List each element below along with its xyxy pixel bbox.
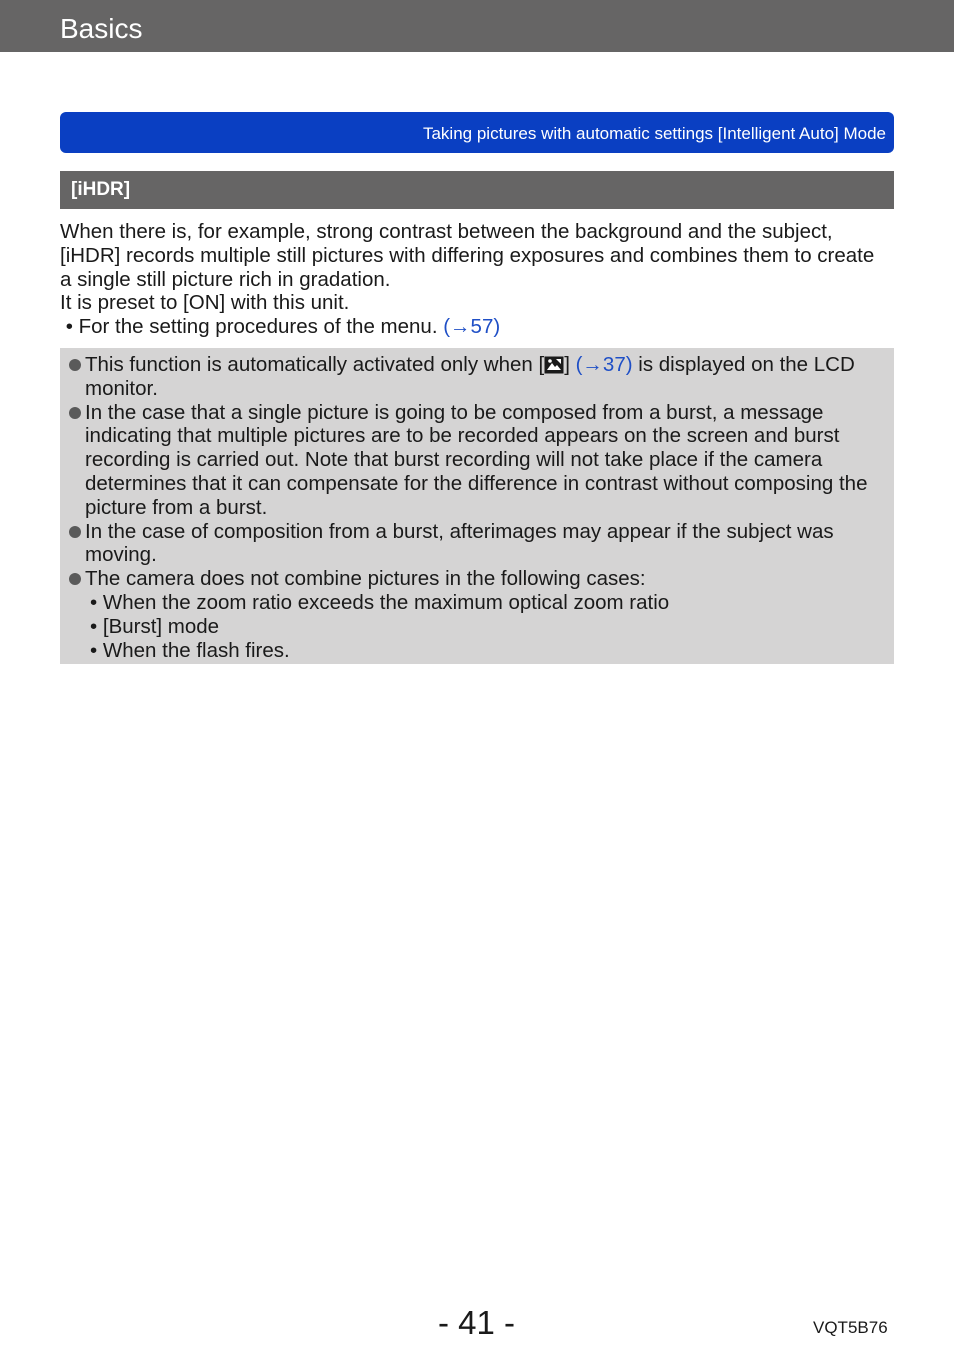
model-code: VQT5B76 [813, 1318, 888, 1337]
bullet-icon [69, 407, 81, 419]
bullet-icon [69, 359, 81, 371]
header-title: Basics [60, 13, 143, 44]
note-item [85, 567, 884, 591]
note-item [85, 401, 884, 520]
bullet-icon [69, 573, 81, 585]
section-title: [iHDR] [71, 179, 131, 200]
menu-reference-text: • For the setting procedures of the menu. [60, 315, 444, 339]
chapter-bar-label: Taking pictures with automatic settings [Intelligent Auto] Mode [422, 124, 886, 143]
preset-line: It is preset to [ON] with this unit. [60, 291, 350, 315]
note-text: ] [564, 353, 576, 376]
chapter-bar [60, 112, 894, 153]
intro-paragraph: When there is, for example, strong contrast between the background and the subject, [iHDR] records multiple still pictures with differing exposures and combines them to create a single still picture rich in gradation. [60, 220, 875, 291]
section-heading [60, 171, 894, 209]
menu-reference-line [60, 315, 890, 339]
intro-text [60, 220, 890, 339]
page-number: - 41 - [438, 1304, 516, 1341]
notes-box [60, 348, 894, 664]
exception-list [85, 591, 884, 662]
page-header [0, 0, 954, 52]
scene-page-link[interactable]: (→37) [575, 353, 633, 376]
note-text: This function is automatically activated only when [ [85, 353, 545, 376]
note-text: The camera does not combine pictures in the following cases: [85, 567, 646, 591]
note-item [85, 520, 884, 568]
bullet-icon [69, 526, 81, 538]
exception-item: • When the zoom ratio exceeds the maximum optical zoom ratio [90, 590, 670, 614]
note-text: In the case of composition from a burst, afterimages may appear if the subject was moving. [85, 519, 834, 567]
exception-item: • When the flash fires. [90, 638, 290, 662]
note-text: is displayed on the LCD monitor. [85, 353, 855, 400]
note-text: In the case that a single picture is going to be composed from a burst, a message indicating that multiple pictures are to be recorded appears on the screen and burst recording is carried out. Note that burst recording will not take place if the camera determines that it can compensate for the difference in contrast without composing the picture from a burst. [85, 400, 868, 519]
menu-page-link[interactable]: (→57) [443, 315, 501, 339]
exception-item: • [Burst] mode [90, 614, 220, 638]
note-item [85, 353, 884, 401]
ihdr-scene-icon [544, 356, 564, 374]
